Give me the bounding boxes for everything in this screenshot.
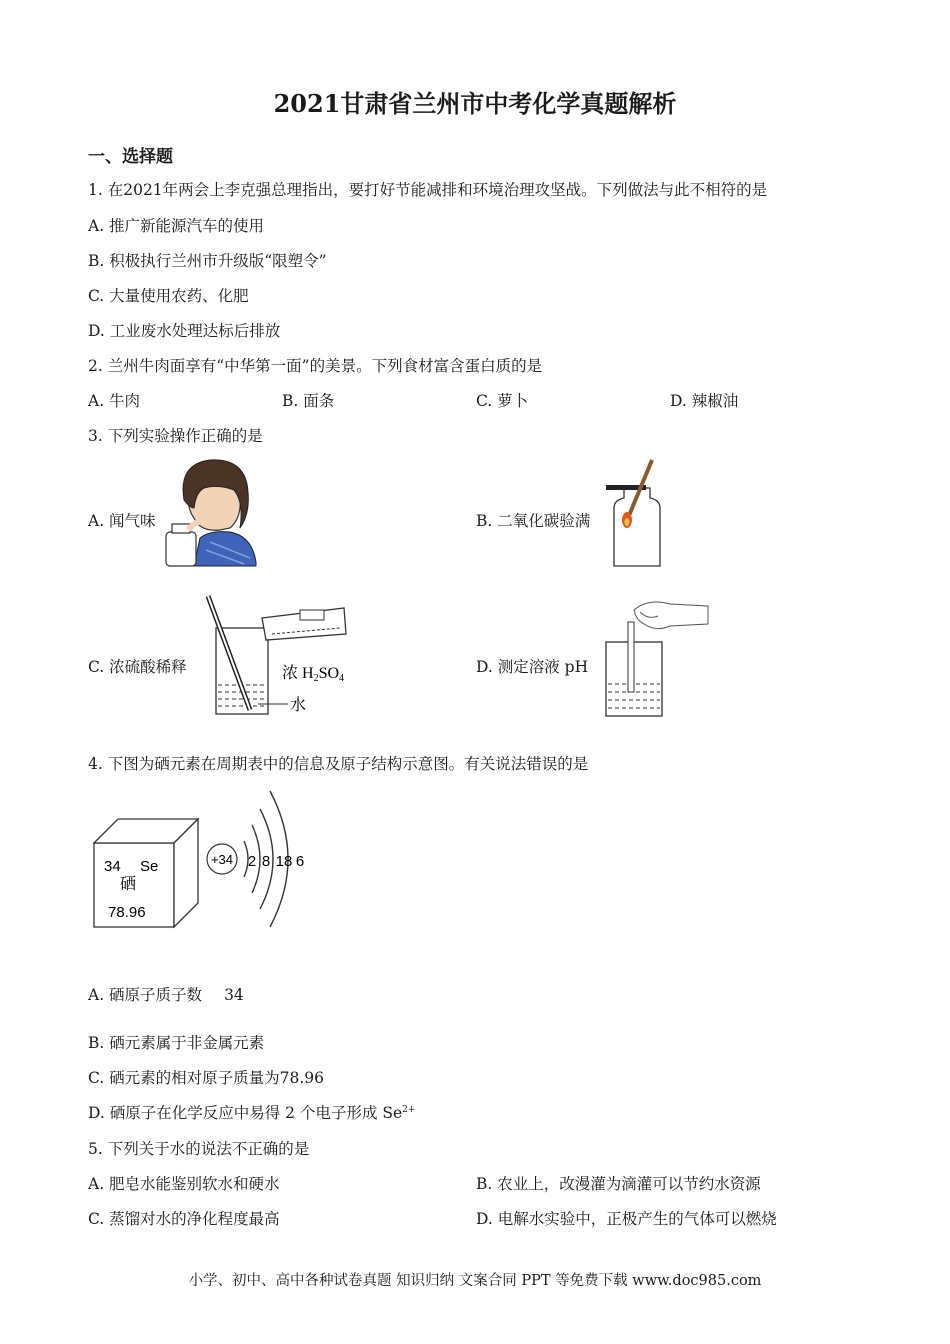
q3-stem: 3. 下列实验操作正确的是 <box>88 427 263 445</box>
q2-option-a: A. 牛肉 <box>88 392 141 410</box>
acid-label: 浓 H2SO4 <box>282 665 345 684</box>
nucleus-charge: +34 <box>210 852 234 867</box>
q2-option-b: B. 面条 <box>282 392 335 410</box>
q2-option-d: D. 辣椒油 <box>670 392 739 410</box>
q1-option-d: D. 工业废水处理达标后排放 <box>88 322 281 340</box>
q3-option-d: D. 测定溶液 pH <box>476 658 589 676</box>
q1-option-b: B. 积极执行兰州市升级版“限塑令” <box>88 252 327 270</box>
q2-stem: 2. 兰州牛肉面享有“中华第一面”的美景。下列食材富含蛋白质的是 <box>88 357 543 375</box>
q5-option-d: D. 电解水实验中，正极产生的气体可以燃烧 <box>476 1210 777 1228</box>
shell-4-electrons: 6 <box>295 853 305 870</box>
shell-3-electrons: 18 <box>275 853 293 870</box>
element-name: 硒 <box>120 874 137 893</box>
element-number: 34 <box>104 858 121 875</box>
q4-stem: 4. 下图为硒元素在周期表中的信息及原子结构示意图。有关说法错误的是 <box>88 755 589 773</box>
ion-charge: 2+ <box>402 1104 416 1115</box>
q5-option-b: B. 农业上，改漫灌为滴灌可以节约水资源 <box>476 1175 761 1193</box>
q3-option-b: B. 二氧化碳验满 <box>476 512 591 530</box>
q4-option-d: D. 硒原子在化学反应中易得 2 个电子形成 $Se^{2+}$ <box>88 1104 416 1122</box>
selenium-diagram <box>90 785 310 935</box>
q3-option-c: C. 浓硫酸稀释 <box>88 658 187 676</box>
q2-option-c: C. 萝卜 <box>476 392 529 410</box>
dilution-figure <box>200 590 360 720</box>
page-title: 2021甘肃省兰州市中考化学真题解析 <box>273 89 677 118</box>
ph-test-figure <box>600 596 712 720</box>
section-heading: 一、选择题 <box>88 147 173 167</box>
q5-stem: 5. 下列关于水的说法不正确的是 <box>88 1140 310 1158</box>
water-label: 水 <box>290 697 307 714</box>
smelling-figure <box>160 458 260 570</box>
shell-1-electrons: 2 <box>247 853 257 870</box>
q1-option-c: C. 大量使用农药、化肥 <box>88 287 249 305</box>
q4-option-b: B. 硒元素属于非金属元素 <box>88 1034 265 1052</box>
element-mass: 78.96 <box>108 904 146 921</box>
page-footer: 小学、初中、高中各种试卷真题 知识归纳 文案合同 PPT 等免费下载 www.doc985.com <box>188 1273 762 1289</box>
q4-option-a-value: 34 <box>224 986 244 1004</box>
q1-option-a: A. 推广新能源汽车的使用 <box>88 217 265 235</box>
q5-option-c: C. 蒸馏对水的净化程度最高 <box>88 1210 280 1228</box>
q1-stem: 1. 在2021年两会上李克强总理指出，要打好节能减排和环境治理攻坚战。下列做法与此不相符的是 <box>88 181 768 199</box>
q5-option-a: A. 肥皂水能鉴别软水和硬水 <box>88 1175 280 1193</box>
q3-option-a: A. 闻气味 <box>88 512 156 530</box>
co2-bottle-figure <box>600 458 670 570</box>
q4-option-a: A. 硒原子质子数 34 <box>88 986 244 1004</box>
shell-2-electrons: 8 <box>261 853 271 870</box>
element-symbol: Se <box>140 858 159 875</box>
q4-option-c: C. 硒元素的相对原子质量为78.96 <box>88 1069 325 1087</box>
